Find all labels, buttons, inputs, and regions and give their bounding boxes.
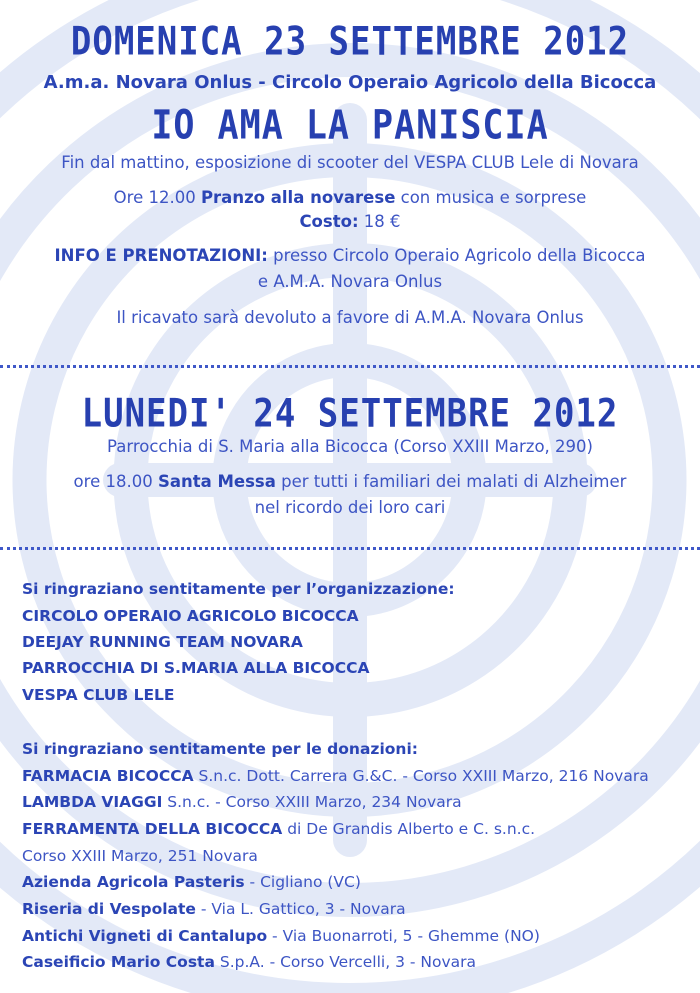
event1-proceeds: Il ricavato sarà devoluto a favore di A.M.A. Novara Onlus — [116, 308, 584, 327]
dotted-divider-2 — [0, 547, 700, 550]
info-label: INFO E PRENOTAZIONI: — [54, 246, 268, 265]
donor-details: S.n.c. Dott. Carrera G.&C. - Corso XXIII Marzo, 216 Novara — [193, 767, 649, 785]
mass-rest: per tutti i familiari dei malati di Alzheimer — [281, 472, 627, 491]
event2-mass-line — [0, 472, 700, 491]
donor-line — [22, 847, 692, 865]
mass-time: ore 18.00 — [73, 472, 153, 491]
thanks-org-heading: Si ringraziano sentitamente per l’organizzazione: — [22, 580, 455, 598]
event1-info-line-2: e A.M.A. Novara Onlus — [257, 272, 443, 291]
event1-lunch-line — [0, 188, 700, 207]
donor-name: LAMBDA VIAGGI — [22, 793, 163, 811]
event1-organizers: A.m.a. Novara Onlus - Circolo Operaio Agricolo della Bicocca — [43, 72, 657, 93]
dotted-divider-1 — [0, 365, 700, 368]
donor-details: - Via Buonarroti, 5 - Ghemme (NO) — [267, 927, 540, 945]
donor-line — [22, 820, 692, 838]
donor-line — [22, 900, 692, 918]
event1-date-title: DOMENICA 23 SETTEMBRE 2012 — [70, 19, 630, 65]
donor-details: - Via L. Gattico, 3 - Novara — [195, 900, 406, 918]
event1-info-line — [0, 246, 700, 265]
donor-details: di De Grandis Alberto e C. s.n.c. — [282, 820, 536, 838]
thanks-org-item: DEEJAY RUNNING TEAM NOVARA — [22, 633, 303, 651]
donor-name: Caseificio Mario Costa — [22, 953, 215, 971]
donor-name: FERRAMENTA DELLA BICOCCA — [22, 820, 283, 838]
donor-line — [22, 793, 692, 811]
mass-bold: Santa Messa — [157, 472, 276, 491]
donor-details: Corso XXIII Marzo, 251 Novara — [22, 847, 258, 865]
donor-line — [22, 953, 692, 971]
event2-date-title: LUNEDI' 24 SETTEMBRE 2012 — [81, 391, 619, 437]
donor-name: Riseria di Vespolate — [22, 900, 196, 918]
donor-line — [22, 927, 692, 945]
lunch-time: Ore 12.00 — [113, 188, 196, 207]
cost-label: Costo: — [299, 212, 359, 231]
donor-name: FARMACIA BICOCCA — [22, 767, 194, 785]
thanks-org-item: CIRCOLO OPERAIO AGRICOLO BICOCCA — [22, 607, 359, 625]
donor-name: Antichi Vigneti di Cantalupo — [22, 927, 268, 945]
cost-value: 18 € — [363, 212, 401, 231]
event2-place: Parrocchia di S. Maria alla Bicocca (Corso XXIII Marzo, 290) — [107, 437, 593, 456]
lunch-bold: Pranzo alla novarese — [200, 188, 396, 207]
event1-cost-line — [0, 212, 700, 231]
donor-line — [22, 767, 692, 785]
lunch-rest: con musica e sorprese — [400, 188, 587, 207]
donor-details: - Cigliano (VC) — [244, 873, 361, 891]
thanks-donations-heading: Si ringraziano sentitamente per le donazioni: — [22, 740, 418, 758]
donor-line — [22, 873, 692, 891]
event2-mass-line-2: nel ricordo dei loro cari — [254, 498, 446, 517]
thanks-org-item: PARROCCHIA DI S.MARIA ALLA BICOCCA — [22, 659, 370, 677]
event1-scooter-line: Fin dal mattino, esposizione di scooter del VESPA CLUB Lele di Novara — [61, 153, 639, 172]
thanks-org-item: VESPA CLUB LELE — [22, 686, 175, 704]
donor-details: S.p.A. - Corso Vercelli, 3 - Novara — [214, 953, 476, 971]
event1-title: IO AMA LA PANISCIA — [151, 103, 549, 149]
donor-name: Azienda Agricola Pasteris — [22, 873, 245, 891]
donor-details: S.n.c. - Corso XXIII Marzo, 234 Novara — [162, 793, 462, 811]
info-text: presso Circolo Operaio Agricolo della Bicocca — [273, 246, 646, 265]
